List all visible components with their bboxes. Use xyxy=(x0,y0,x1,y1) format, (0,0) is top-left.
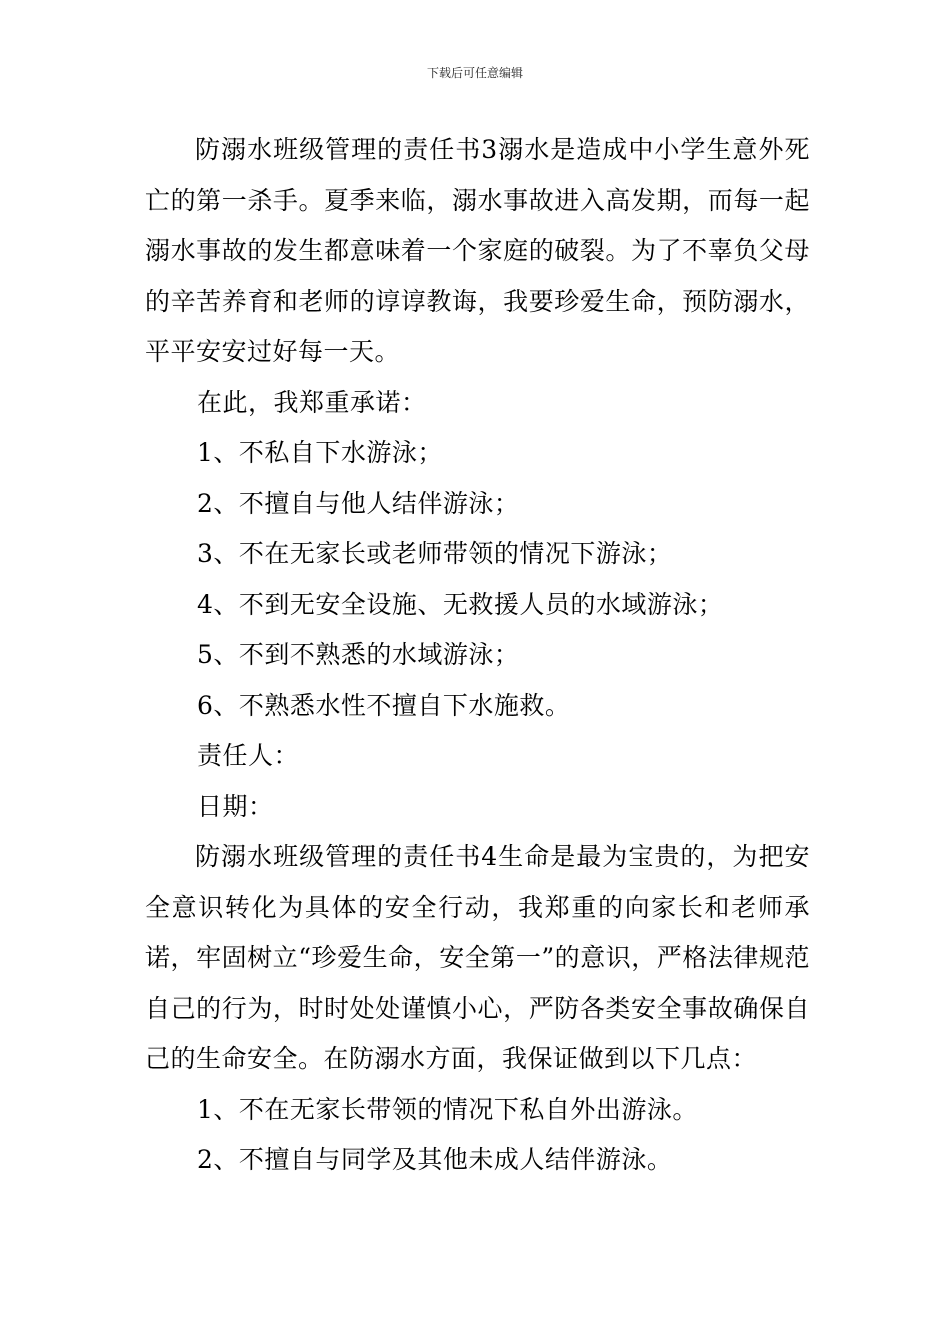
pledge-item: 4、不到无安全设施、无救援人员的水域游泳； xyxy=(197,589,724,619)
pledge-intro: 在此，我郑重承诺： xyxy=(197,387,427,417)
pledge-item: 2、不擅自与他人结伴游泳； xyxy=(197,488,520,518)
paragraph-responsibility-3: 防溺水班级管理的责任书3溺水是造成中小学生意外死亡的第一杀手。夏季来临，溺水事故进入高发期，而每一起溺水事故的发生都意味着一个家庭的破裂。为了不辜负父母的辛苦养育和老师的谆谆教诲，我要珍爱生命，预防溺水，平平安安过好每一天。 xyxy=(145,135,810,366)
date-label: 日期： xyxy=(197,791,274,821)
pledge-item: 1、不私自下水游泳； xyxy=(197,438,443,467)
responsible-person-label: 责任人： xyxy=(197,741,300,770)
guarantee-point: 1、不在无家长带领的情况下私自外出游泳。 xyxy=(197,1094,698,1124)
page-header-note: 下载后可任意编辑 xyxy=(426,66,523,80)
guarantee-point: 2、不擅自与同学及其他未成人结伴游泳。 xyxy=(197,1145,673,1174)
pledge-item: 3、不在无家长或老师带领的情况下游泳； xyxy=(197,539,673,568)
paragraph-responsibility-4: 防溺水班级管理的责任书4生命是最为宝贵的，为把安全意识转化为具体的安全行动，我郑重的向家长和老师承诺，牢固树立“珍爱生命，安全第一”的意识，严格法律规范自己的行为，时时处处谨慎小心，严防各类安全事故确保自己的生命安全。在防溺水方面，我保证做到以下几点： xyxy=(145,842,810,1073)
pledge-item: 6、不熟悉水性不擅自下水施救。 xyxy=(197,690,571,720)
document-body xyxy=(145,125,810,1186)
pledge-item: 5、不到不熟悉的水域游泳； xyxy=(197,640,520,669)
